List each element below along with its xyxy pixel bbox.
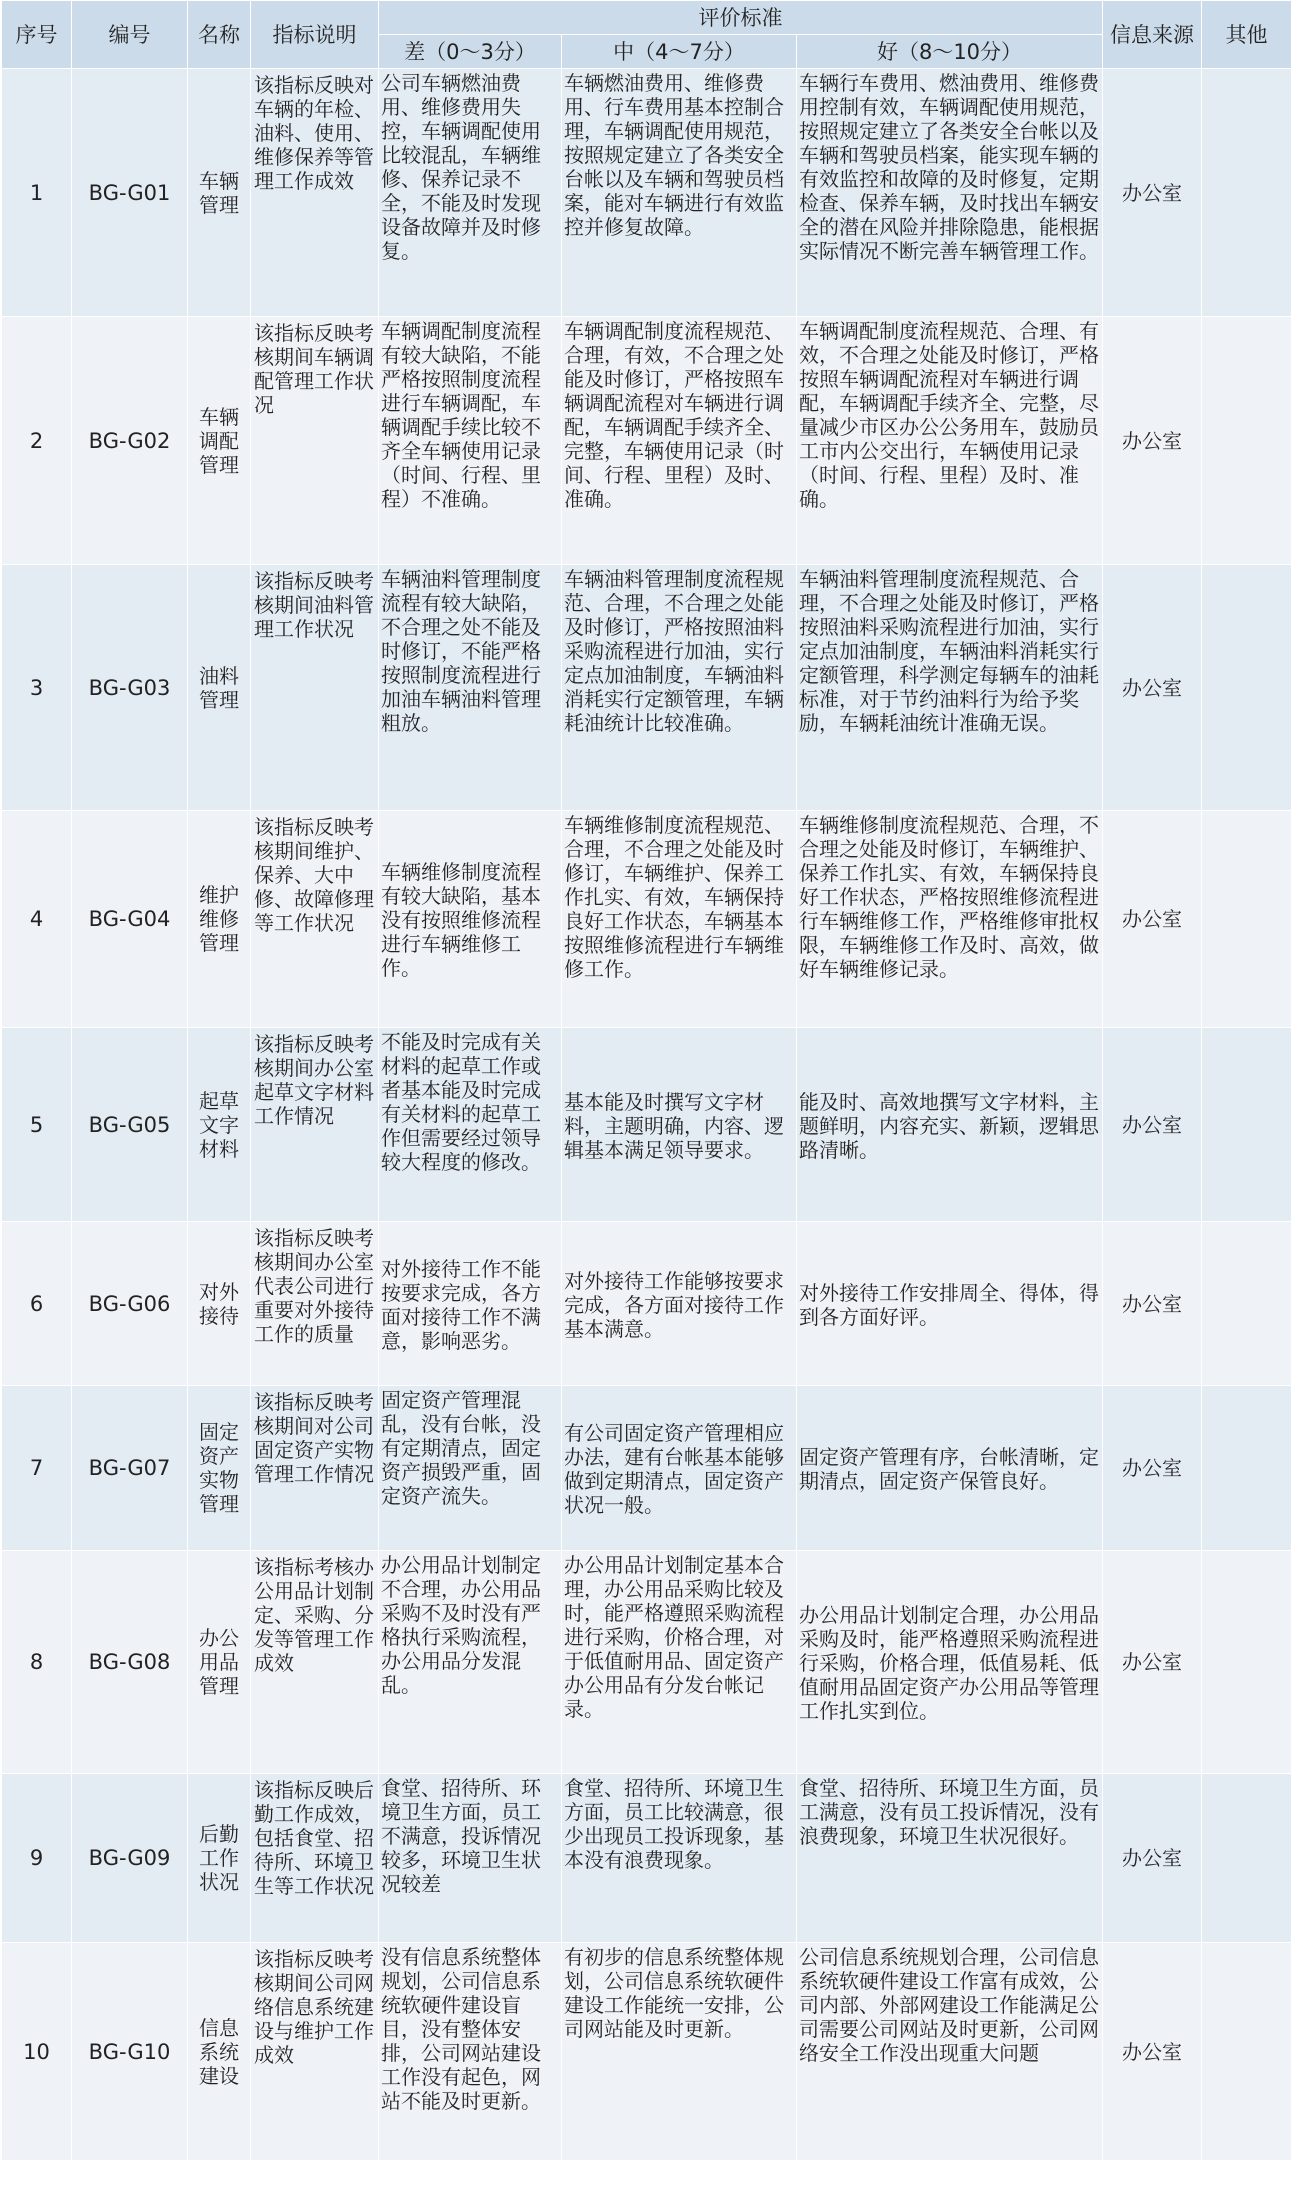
cell-other xyxy=(1202,317,1292,565)
cell-source: 办公室 xyxy=(1103,1222,1202,1386)
header-description: 指标说明 xyxy=(251,1,379,69)
cell-good: 车辆维修制度流程规范、合理，不合理之处能及时修订，车辆维护、保养工作扎实、有效，车辆保持良好工作状态，严格按照维修流程进行车辆维修工作，严格维修审批权限，车辆维修工作及时、高效，做好车辆维修记录。 xyxy=(797,811,1103,1028)
cell-medium: 车辆调配制度流程规范、合理，有效，不合理之处能及时修订，严格按照车辆调配流程对车辆进行调配，车辆调配手续齐全、完整，车辆使用记录（时间、行程、里程）及时、准确。 xyxy=(562,317,797,565)
cell-description: 该指标反映考核期间油料管理工作状况 xyxy=(251,565,379,811)
cell-description: 该指标反映后勤工作成效，包括食堂、招待所、环境卫生等工作状况 xyxy=(251,1774,379,1943)
cell-name: 车辆调配管理 xyxy=(188,317,251,565)
cell-poor: 食堂、招待所、环境卫生方面，员工不满意，投诉情况较多，环境卫生状况较差 xyxy=(379,1774,562,1943)
cell-description: 该指标反映考核期间办公室起草文字材料工作情况 xyxy=(251,1028,379,1222)
table-row xyxy=(2,1028,1292,1222)
cell-medium: 车辆燃油费用、维修费用、行车费用基本控制合理，车辆调配使用规范，按照规定建立了各类安全台帐以及车辆和驾驶员档案，能对车辆进行有效监控并修复故障。 xyxy=(562,69,797,317)
cell-seq: 3 xyxy=(2,565,72,811)
cell-seq: 7 xyxy=(2,1386,72,1551)
cell-name: 起草文字材料 xyxy=(188,1028,251,1222)
table-row xyxy=(2,1774,1292,1943)
cell-code: BG-G06 xyxy=(72,1222,188,1386)
cell-other xyxy=(1202,1028,1292,1222)
cell-medium: 食堂、招待所、环境卫生方面，员工比较满意，很少出现员工投诉现象，基本没有浪费现象。 xyxy=(562,1774,797,1943)
cell-poor: 没有信息系统整体规划，公司信息系统软硬件建设盲目，没有整体安排，公司网站建设工作没有起色，网站不能及时更新。 xyxy=(379,1943,562,2161)
cell-code: BG-G02 xyxy=(72,317,188,565)
cell-poor: 办公用品计划制定不合理，办公用品采购不及时没有严格执行采购流程，办公用品分发混乱。 xyxy=(379,1551,562,1774)
cell-seq: 2 xyxy=(2,317,72,565)
cell-code: BG-G07 xyxy=(72,1386,188,1551)
cell-code: BG-G10 xyxy=(72,1943,188,2161)
cell-description: 该指标反映考核期间对公司固定资产实物管理工作情况 xyxy=(251,1386,379,1551)
cell-code: BG-G03 xyxy=(72,565,188,811)
cell-source: 办公室 xyxy=(1103,317,1202,565)
cell-name: 油料管理 xyxy=(188,565,251,811)
header-medium: 中（4～7分） xyxy=(562,35,797,69)
cell-description: 该指标反映考核期间车辆调配管理工作状况 xyxy=(251,317,379,565)
table-row xyxy=(2,1222,1292,1386)
cell-description: 该指标反映对车辆的年检、油料、使用、维修保养等管理工作成效 xyxy=(251,69,379,317)
cell-other xyxy=(1202,1222,1292,1386)
cell-code: BG-G08 xyxy=(72,1551,188,1774)
cell-seq: 6 xyxy=(2,1222,72,1386)
cell-name: 对外接待 xyxy=(188,1222,251,1386)
cell-poor: 公司车辆燃油费用、维修费用失控，车辆调配使用比较混乱，车辆维修、保养记录不全，不能及时发现设备故障并及时修复。 xyxy=(379,69,562,317)
cell-good: 能及时、高效地撰写文字材料，主题鲜明，内容充实、新颖，逻辑思路清晰。 xyxy=(797,1028,1103,1222)
cell-other xyxy=(1202,1774,1292,1943)
cell-good: 车辆行车费用、燃油费用、维修费用控制有效，车辆调配使用规范，按照规定建立了各类安全台帐以及车辆和驾驶员档案，能实现车辆的有效监控和故障的及时修复，定期检查、保养车辆，及时找出车辆安全的潜在风险并排除隐患，能根据实际情况不断完善车辆管理工作。 xyxy=(797,69,1103,317)
cell-poor: 车辆维修制度流程有较大缺陷，基本没有按照维修流程进行车辆维修工作。 xyxy=(379,811,562,1028)
cell-source: 办公室 xyxy=(1103,565,1202,811)
header-poor: 差（0～3分） xyxy=(379,35,562,69)
cell-name: 办公用品管理 xyxy=(188,1551,251,1774)
cell-code: BG-G05 xyxy=(72,1028,188,1222)
table-row xyxy=(2,811,1292,1028)
table-row xyxy=(2,317,1292,565)
cell-description: 该指标反映考核期间办公室代表公司进行重要对外接待工作的质量 xyxy=(251,1222,379,1386)
table-row xyxy=(2,565,1292,811)
cell-good: 车辆油料管理制度流程规范、合理，不合理之处能及时修订，严格按照油料采购流程进行加油，实行定点加油制度，车辆油料消耗实行定额管理，科学测定每辆车的油耗标准，对于节约油料行为给予奖励，车辆耗油统计准确无误。 xyxy=(797,565,1103,811)
cell-medium: 有公司固定资产管理相应办法，建有台帐基本能够做到定期清点，固定资产状况一般。 xyxy=(562,1386,797,1551)
cell-code: BG-G04 xyxy=(72,811,188,1028)
table-body xyxy=(2,69,1292,2161)
cell-code: BG-G09 xyxy=(72,1774,188,1943)
header-good: 好（8～10分） xyxy=(797,35,1103,69)
cell-poor: 车辆油料管理制度流程有较大缺陷，不合理之处不能及时修订，不能严格按照制度流程进行加油车辆油料管理粗放。 xyxy=(379,565,562,811)
cell-other xyxy=(1202,811,1292,1028)
cell-seq: 4 xyxy=(2,811,72,1028)
cell-medium: 车辆维修制度流程规范、合理，不合理之处能及时修订，车辆维护、保养工作扎实、有效，车辆保持良好工作状态，车辆基本按照维修流程进行车辆维修工作。 xyxy=(562,811,797,1028)
table-row xyxy=(2,69,1292,317)
cell-other xyxy=(1202,565,1292,811)
cell-good: 办公用品计划制定合理，办公用品采购及时，能严格遵照采购流程进行采购，价格合理，低值易耗、低值耐用品固定资产办公用品等管理工作扎实到位。 xyxy=(797,1551,1103,1774)
header-standard: 评价标准 xyxy=(379,1,1103,35)
header-source: 信息来源 xyxy=(1103,1,1202,69)
cell-source: 办公室 xyxy=(1103,1386,1202,1551)
cell-medium: 有初步的信息系统整体规划，公司信息系统软硬件建设工作能统一安排，公司网站能及时更新。 xyxy=(562,1943,797,2161)
cell-source: 办公室 xyxy=(1103,1943,1202,2161)
cell-name: 车辆管理 xyxy=(188,69,251,317)
header-name: 名称 xyxy=(188,1,251,69)
header-other: 其他 xyxy=(1202,1,1292,69)
cell-source: 办公室 xyxy=(1103,811,1202,1028)
cell-source: 办公室 xyxy=(1103,69,1202,317)
cell-description: 该指标反映考核期间公司网络信息系统建设与维护工作成效 xyxy=(251,1943,379,2161)
table-row xyxy=(2,1551,1292,1774)
cell-seq: 8 xyxy=(2,1551,72,1774)
cell-name: 信息系统建设 xyxy=(188,1943,251,2161)
cell-code: BG-G01 xyxy=(72,69,188,317)
cell-medium: 对外接待工作能够按要求完成，各方面对接待工作基本满意。 xyxy=(562,1222,797,1386)
cell-good: 固定资产管理有序，台帐清晰，定期清点，固定资产保管良好。 xyxy=(797,1386,1103,1551)
cell-seq: 5 xyxy=(2,1028,72,1222)
table-row xyxy=(2,1943,1292,2161)
cell-good: 公司信息系统规划合理，公司信息系统软硬件建设工作富有成效，公司内部、外部网建设工作能满足公司需要公司网站及时更新，公司网络安全工作没出现重大问题 xyxy=(797,1943,1103,2161)
cell-source: 办公室 xyxy=(1103,1028,1202,1222)
header-code: 编号 xyxy=(72,1,188,69)
cell-good: 对外接待工作安排周全、得体，得到各方面好评。 xyxy=(797,1222,1103,1386)
cell-poor: 车辆调配制度流程有较大缺陷，不能严格按照制度流程进行车辆调配，车辆调配手续比较不齐全车辆使用记录（时间、行程、里程）不准确。 xyxy=(379,317,562,565)
cell-seq: 9 xyxy=(2,1774,72,1943)
cell-medium: 办公用品计划制定基本合理，办公用品采购比较及时，能严格遵照采购流程进行采购，价格合理，对于低值耐用品、固定资产办公用品有分发台帐记录。 xyxy=(562,1551,797,1774)
cell-other xyxy=(1202,1551,1292,1774)
cell-poor: 固定资产管理混乱，没有台帐，没有定期清点，固定资产损毁严重，固定资产流失。 xyxy=(379,1386,562,1551)
cell-medium: 基本能及时撰写文字材料，主题明确，内容、逻辑基本满足领导要求。 xyxy=(562,1028,797,1222)
cell-medium: 车辆油料管理制度流程规范、合理，不合理之处能及时修订，严格按照油料采购流程进行加油，实行定点加油制度，车辆油料消耗实行定额管理，车辆耗油统计比较准确。 xyxy=(562,565,797,811)
cell-name: 固定资产实物管理 xyxy=(188,1386,251,1551)
cell-seq: 10 xyxy=(2,1943,72,2161)
cell-source: 办公室 xyxy=(1103,1774,1202,1943)
cell-other xyxy=(1202,1943,1292,2161)
cell-source: 办公室 xyxy=(1103,1551,1202,1774)
cell-poor: 不能及时完成有关材料的起草工作或者基本能及时完成有关材料的起草工作但需要经过领导较大程度的修改。 xyxy=(379,1028,562,1222)
cell-other xyxy=(1202,1386,1292,1551)
table-header xyxy=(2,1,1292,69)
cell-seq: 1 xyxy=(2,69,72,317)
cell-good: 车辆调配制度流程规范、合理、有效，不合理之处能及时修订，严格按照车辆调配流程对车辆进行调配，车辆调配手续齐全、完整，尽量减少市区办公公务用车，鼓励员工市内公交出行，车辆使用记录（时间、行程、里程）及时、准确。 xyxy=(797,317,1103,565)
cell-name: 维护维修管理 xyxy=(188,811,251,1028)
table-row xyxy=(2,1386,1292,1551)
cell-name: 后勤工作状况 xyxy=(188,1774,251,1943)
header-seq: 序号 xyxy=(2,1,72,69)
cell-poor: 对外接待工作不能按要求完成，各方面对接待工作不满意，影响恶劣。 xyxy=(379,1222,562,1386)
cell-description: 该指标考核办公用品计划制定、采购、分发等管理工作成效 xyxy=(251,1551,379,1774)
cell-description: 该指标反映考核期间维护、保养、大中修、故障修理等工作状况 xyxy=(251,811,379,1028)
evaluation-table xyxy=(1,0,1292,2161)
cell-good: 食堂、招待所、环境卫生方面，员工满意，没有员工投诉情况，没有浪费现象，环境卫生状况很好。 xyxy=(797,1774,1103,1943)
cell-other xyxy=(1202,69,1292,317)
